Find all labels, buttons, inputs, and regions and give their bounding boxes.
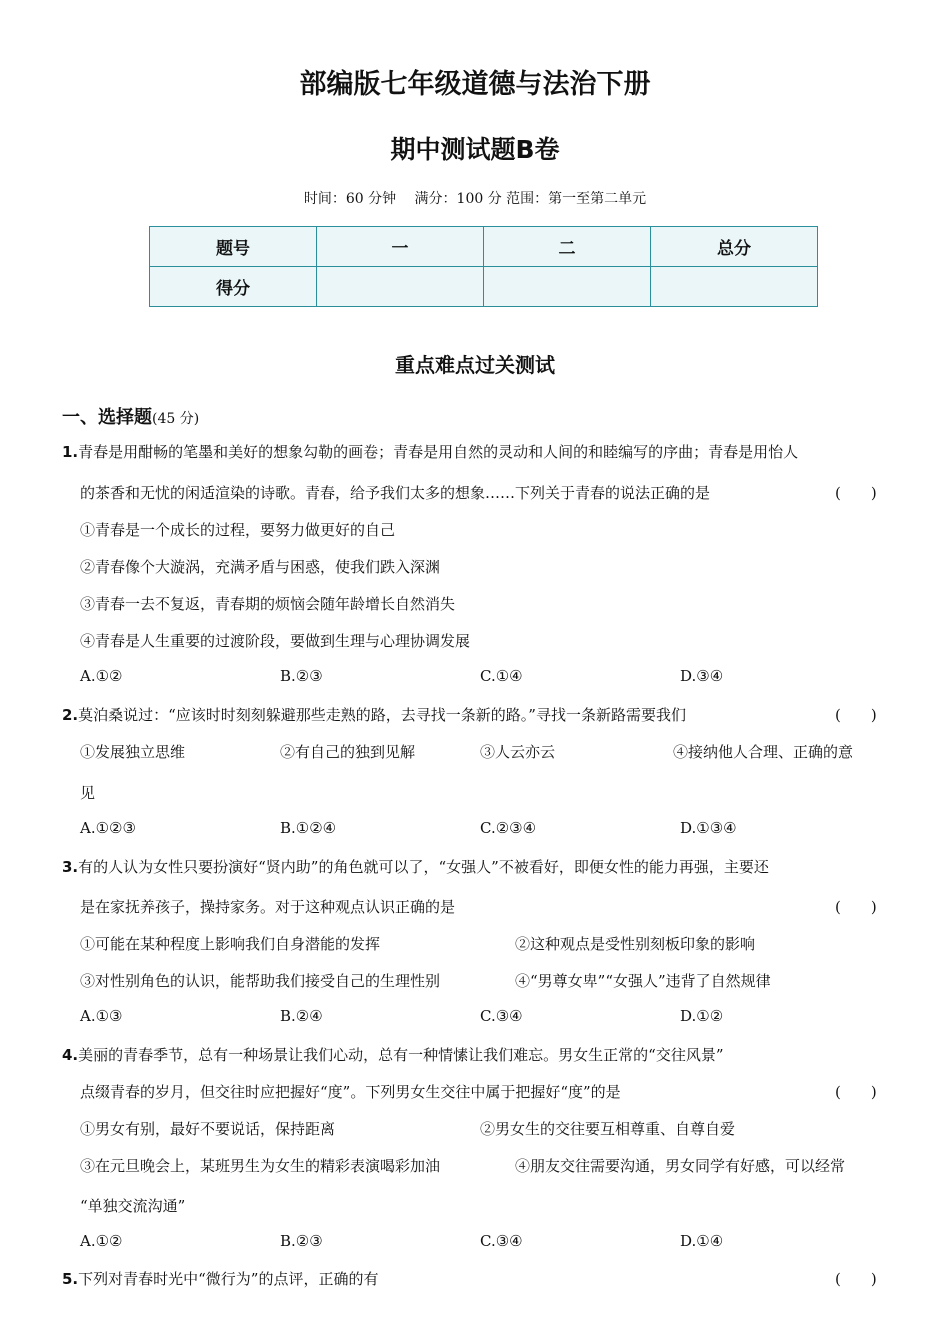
choice-c: C.①④ bbox=[480, 667, 523, 685]
part-label: 一、选择题 bbox=[62, 407, 152, 428]
statement-item: ①可能在某种程度上影响我们自身潜能的发挥 bbox=[80, 935, 381, 953]
choice-d: D.①② bbox=[680, 1007, 724, 1025]
question-number: 1. bbox=[62, 443, 79, 461]
answer-bracket: ( ) bbox=[835, 1270, 877, 1288]
part-score: (45 分) bbox=[152, 411, 200, 427]
statement-item: ④“男尊女卑”“女强人”违背了自然规律 bbox=[515, 972, 771, 990]
question-4-line2: 点缀青春的岁月，但交往时应把握好“度”。下列男女生交往中属于把握好“度”的是 bbox=[80, 1083, 621, 1101]
score-table bbox=[149, 226, 818, 307]
choice-d: D.①③④ bbox=[680, 819, 737, 837]
table-cell: 得分 bbox=[150, 267, 317, 307]
choice-c: C.③④ bbox=[480, 1007, 523, 1025]
choice-c: C.③④ bbox=[480, 1232, 523, 1250]
score-table-score-row bbox=[150, 267, 818, 307]
question-text: 莫泊桑说过：“应该时时刻刻躲避那些走熟的路，去寻找一条新的路。”寻找一条新路需要我们 bbox=[78, 706, 686, 724]
choice-b: B.②④ bbox=[280, 1007, 323, 1025]
statement-item-continued: 见 bbox=[80, 784, 96, 802]
question-4-line1 bbox=[62, 1044, 723, 1065]
statement-item: ③青春一去不复返，青春期的烦恼会随年龄增长自然消失 bbox=[80, 595, 456, 613]
choice-b: B.①②④ bbox=[280, 819, 337, 837]
choice-b: B.②③ bbox=[280, 1232, 323, 1250]
statement-item: ②男女生的交往要互相尊重、自尊自爱 bbox=[480, 1120, 736, 1138]
question-number: 3. bbox=[62, 858, 79, 876]
choice-a: A.①② bbox=[80, 1232, 123, 1250]
table-cell: 题号 bbox=[150, 227, 317, 267]
statement-item: ③在元旦晚会上，某班男生为女生的精彩表演喝彩加油 bbox=[80, 1157, 441, 1175]
question-2-line1 bbox=[62, 704, 686, 725]
answer-bracket: ( ) bbox=[835, 706, 877, 724]
exam-meta: 时间：60 分钟 满分：100 分 范围：第一至第二单元 bbox=[303, 191, 647, 207]
question-1-line1 bbox=[62, 441, 798, 462]
question-text: 青春是用酣畅的笔墨和美好的想象勾勒的画卷；青春是用自然的灵动和人间的和睦编写的序曲；青春是用怡人 bbox=[78, 443, 799, 461]
question-3-line2: 是在家抚养孩子，操持家务。对于这种观点认识正确的是 bbox=[80, 898, 456, 916]
question-number: 2. bbox=[62, 706, 79, 724]
statement-item: ②这种观点是受性别刻板印象的影响 bbox=[515, 935, 756, 953]
statement-item: ③对性别角色的认识，能帮助我们接受自己的生理性别 bbox=[80, 972, 441, 990]
statement-item: ③人云亦云 bbox=[480, 743, 556, 761]
table-cell bbox=[651, 267, 818, 307]
choice-a: A.①② bbox=[80, 667, 123, 685]
score-table-header-row bbox=[150, 227, 818, 267]
choice-d: D.③④ bbox=[680, 667, 724, 685]
table-cell bbox=[317, 267, 484, 307]
statement-item: ④接纳他人合理、正确的意 bbox=[673, 743, 854, 761]
document-subtitle: 期中测试题B卷 bbox=[390, 135, 560, 164]
answer-bracket: ( ) bbox=[835, 898, 877, 916]
table-cell: 一 bbox=[317, 227, 484, 267]
question-number: 4. bbox=[62, 1046, 79, 1064]
table-cell: 二 bbox=[484, 227, 651, 267]
choice-a: A.①②③ bbox=[80, 819, 136, 837]
statement-item: ①发展独立思维 bbox=[80, 743, 186, 761]
part-heading bbox=[62, 403, 199, 429]
question-text: 下列对青春时光中“微行为”的点评，正确的有 bbox=[78, 1270, 379, 1288]
statement-item-continued: “单独交流沟通” bbox=[80, 1197, 186, 1215]
question-number: 5. bbox=[62, 1270, 79, 1288]
document-title: 部编版七年级道德与法治下册 bbox=[299, 69, 651, 100]
statement-item: ①男女有别，最好不要说话，保持距离 bbox=[80, 1120, 336, 1138]
question-text: 有的人认为女性只要扮演好“贤内助”的角色就可以了，“女强人”不被看好，即便女性的能力再强，主要还 bbox=[78, 858, 769, 876]
section-title: 重点难点过关测试 bbox=[395, 353, 555, 377]
choice-c: C.②③④ bbox=[480, 819, 537, 837]
statement-item: ④朋友交往需要沟通，男女同学有好感，可以经常 bbox=[515, 1157, 846, 1175]
choice-d: D.①④ bbox=[680, 1232, 724, 1250]
table-cell bbox=[484, 267, 651, 307]
question-text: 美丽的青春季节，总有一种场景让我们心动，总有一种情愫让我们难忘。男女生正常的“交往风景” bbox=[78, 1046, 724, 1064]
statement-item: ②有自己的独到见解 bbox=[280, 743, 416, 761]
question-3-line1 bbox=[62, 856, 769, 877]
statement-item: ④青春是人生重要的过渡阶段，要做到生理与心理协调发展 bbox=[80, 632, 471, 650]
statement-item: ②青春像个大漩涡，充满矛盾与困惑，使我们跌入深渊 bbox=[80, 558, 441, 576]
question-5-line1 bbox=[62, 1268, 378, 1289]
question-1-line2: 的茶香和无忧的闲适渲染的诗歌。青春，给予我们太多的想象……下列关于青春的说法正确的是 bbox=[80, 484, 711, 502]
statement-item: ①青春是一个成长的过程，要努力做更好的自己 bbox=[80, 521, 396, 539]
choice-a: A.①③ bbox=[80, 1007, 123, 1025]
answer-bracket: ( ) bbox=[835, 484, 877, 502]
answer-bracket: ( ) bbox=[835, 1083, 877, 1101]
choice-b: B.②③ bbox=[280, 667, 323, 685]
table-cell: 总分 bbox=[651, 227, 818, 267]
